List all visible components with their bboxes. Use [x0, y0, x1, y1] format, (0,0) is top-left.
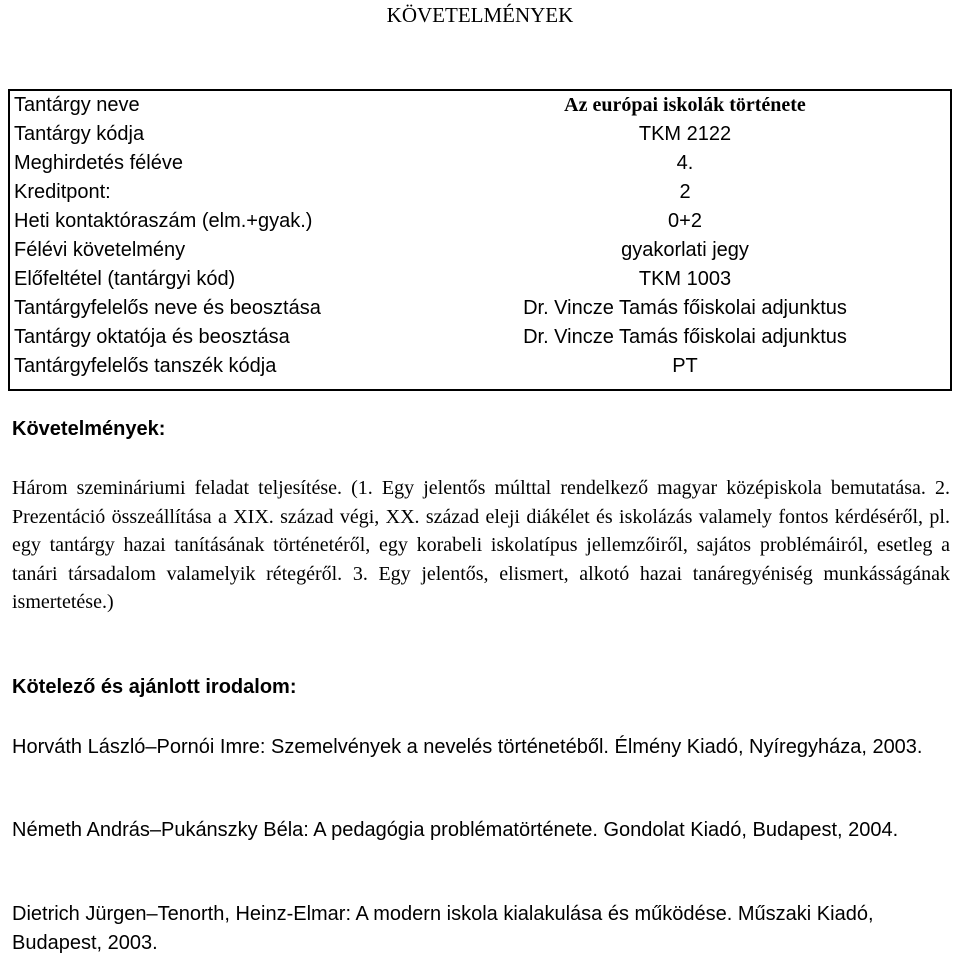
info-value: PT — [672, 355, 698, 377]
info-row-semester — [10, 149, 950, 178]
info-value: Dr. Vincze Tamás főiskolai adjunktus — [523, 297, 847, 319]
info-row-responsible — [10, 294, 950, 323]
info-label: Tantárgy kódja — [14, 123, 145, 145]
literature-item: Horváth László–Pornói Imre: Szemelvények a nevelés történetéből. Élmény Kiadó, Nyíregyháza, 2003. — [12, 736, 923, 758]
document-title: KÖVETELMÉNYEK — [386, 3, 574, 27]
info-label: Előfeltétel (tantárgyi kód) — [14, 268, 236, 290]
info-value: gyakorlati jegy — [621, 239, 749, 261]
info-value: 4. — [676, 152, 694, 174]
info-row-subject-code — [10, 120, 950, 149]
literature-heading: Kötelező és ajánlott irodalom: — [12, 676, 297, 698]
literature-item: Dietrich Jürgen–Tenorth, Heinz-Elmar: A modern iskola kialakulása és működése. Műszaki Kiadó, Budapest, 2003. — [12, 903, 874, 954]
info-value: Dr. Vincze Tamás főiskolai adjunktus — [523, 326, 847, 348]
requirements-heading: Követelmények: — [12, 418, 166, 440]
info-label: Tantárgy oktatója és beosztása — [14, 326, 290, 348]
info-row-instructor — [10, 323, 950, 352]
info-value: TKM 1003 — [638, 268, 732, 290]
info-label: Meghirdetés féléve — [14, 152, 183, 174]
info-value: Az európai iskolák története — [564, 94, 806, 116]
info-label: Kreditpont: — [14, 181, 111, 203]
info-label: Tantárgyfelelős neve és beosztása — [14, 297, 321, 319]
info-label: Tantárgyfelelős tanszék kódja — [14, 355, 277, 377]
info-label: Tantárgy neve — [14, 94, 140, 116]
literature-item: Németh András–Pukánszky Béla: A pedagógia problématörténete. Gondolat Kiadó, Budapest, 2004. — [12, 819, 899, 841]
info-value: 0+2 — [668, 210, 702, 232]
course-info-table — [8, 89, 952, 391]
requirements-text: Három szemináriumi feladat teljesítése. (1. Egy jelentős múlttal rendelkező magyar középiskola bemutatása. 2. Prezentáció összeállítása a XIX. század végi, XX. század eleji diákélet és iskolázás valamely fontos kérdéséről, pl. egy tantárgy hazai tanításának történetéről, egy korabeli iskolatípus jellemzőiről, sajátos problémáiról, esetleg a tanári társadalom valamelyik rétegéről. 3. Egy jelentős, elismert, alkotó hazai tanáregyéniség munkásságának ismertetése.) — [12, 477, 950, 613]
info-row-credits — [10, 178, 950, 207]
info-value: TKM 2122 — [638, 123, 732, 145]
info-row-subject-name — [10, 91, 950, 120]
info-row-department-code — [10, 352, 950, 381]
info-label: Félévi követelmény — [14, 239, 186, 261]
info-row-prerequisite — [10, 265, 950, 294]
info-row-contact-hours — [10, 207, 950, 236]
info-row-semester-requirement — [10, 236, 950, 265]
info-value: 2 — [679, 181, 691, 203]
info-label: Heti kontaktóraszám (elm.+gyak.) — [14, 210, 313, 232]
